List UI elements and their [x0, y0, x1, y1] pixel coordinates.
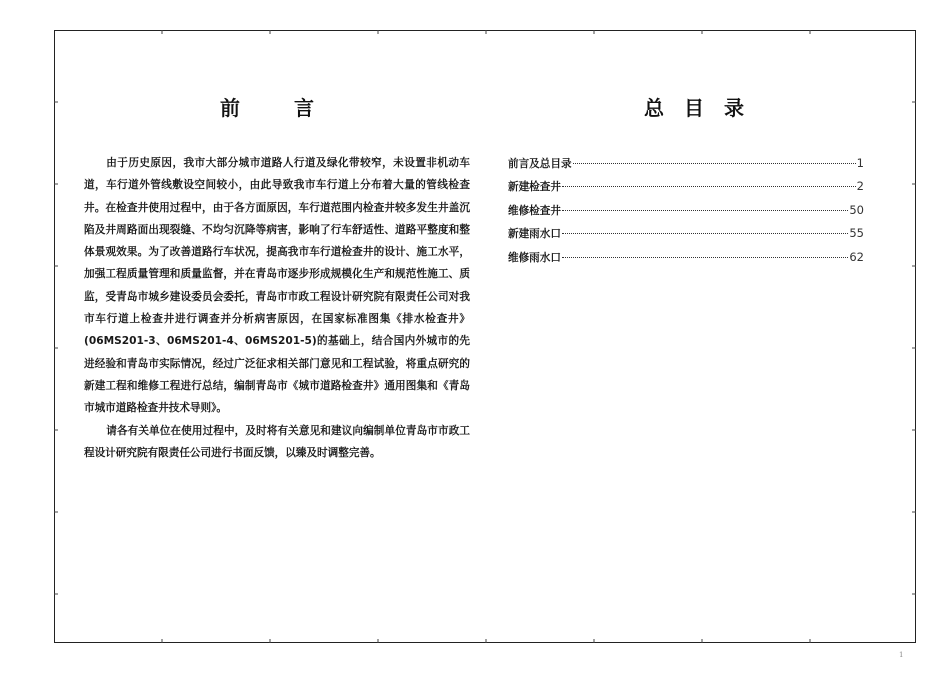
page-number: 1	[899, 651, 904, 659]
toc-title	[644, 92, 744, 121]
toc-leader-dots	[562, 186, 856, 187]
toc-entry-page: 50	[849, 202, 864, 217]
preface-body	[84, 152, 470, 464]
preface-paragraph: 请各有关单位在使用过程中，及时将有关意见和建议向编制单位青岛市市政工程设计研究院有限责任公司进行书面反馈，以臻及时调整完善。	[84, 424, 470, 459]
toc-entry-page: 62	[849, 249, 864, 264]
toc-entry-page: 55	[849, 226, 864, 241]
toc-entry-page: 1	[856, 156, 864, 170]
toc-entry-label: 新建检查井	[508, 181, 561, 194]
preface-title	[220, 92, 314, 121]
toc-title-char: 总	[644, 96, 664, 120]
toc-leader-dots	[573, 163, 856, 164]
toc-entry-label: 新建雨水口	[508, 228, 561, 241]
toc-entry-label: 维修雨水口	[508, 251, 561, 264]
preface-title-char: 言	[294, 96, 314, 120]
toc-entry[interactable]	[508, 152, 864, 175]
toc-entry-page: 2	[856, 179, 864, 194]
toc-entry[interactable]	[508, 175, 864, 198]
toc-leader-dots	[562, 233, 848, 234]
toc-title-char: 录	[724, 96, 744, 120]
toc-leader-dots	[562, 210, 848, 211]
preface-title-char: 前	[220, 96, 240, 120]
toc-entry[interactable]	[508, 199, 864, 222]
table-of-contents	[508, 152, 864, 269]
toc-entry[interactable]	[508, 222, 864, 245]
toc-leader-dots	[562, 257, 848, 258]
toc-entry[interactable]	[508, 246, 864, 269]
toc-entry-label: 维修检查井	[508, 204, 561, 217]
preface-paragraph: 由于历史原因，我市大部分城市道路人行道及绿化带较窄，未设置非机动车道，车行道外管线敷设空间较小，由此导致我市车行道上分布着大量的管线检查井。在检查井使用过程中，由于各方面原因，车行道范围内检查井较多发生井盖沉陷及井周路面出现裂缝、不均匀沉降等病害，影响了行车舒适性、道路平整度和整体景观效果。为了改善道路行车状况，提高我市车行道检查井的设计、施工水平，加强工程质量管理和质量监督，并在青岛市逐步形成规模化生产和规范性施工、质监，受青岛市城乡建设委员会委托，青岛市市政工程设计研究院有限责任公司对我市车行道上检查井进行调查并分析病害原因，在国家标准图集《排水检查井》(06MS201-3、06MS201-4、06MS201-5)的基础上，结合国内外城市的先进经验和青岛市实际情况，经过广泛征求相关部门意见和工程试验，将重点研究的新建工程和维修工程进行总结，编制青岛市《城市道路检查井》通用图集和《青岛市城市道路检查井技术导则》。	[84, 157, 470, 415]
toc-entry-label: 前言及总目录	[508, 158, 572, 170]
toc-title-char: 目	[684, 96, 704, 120]
